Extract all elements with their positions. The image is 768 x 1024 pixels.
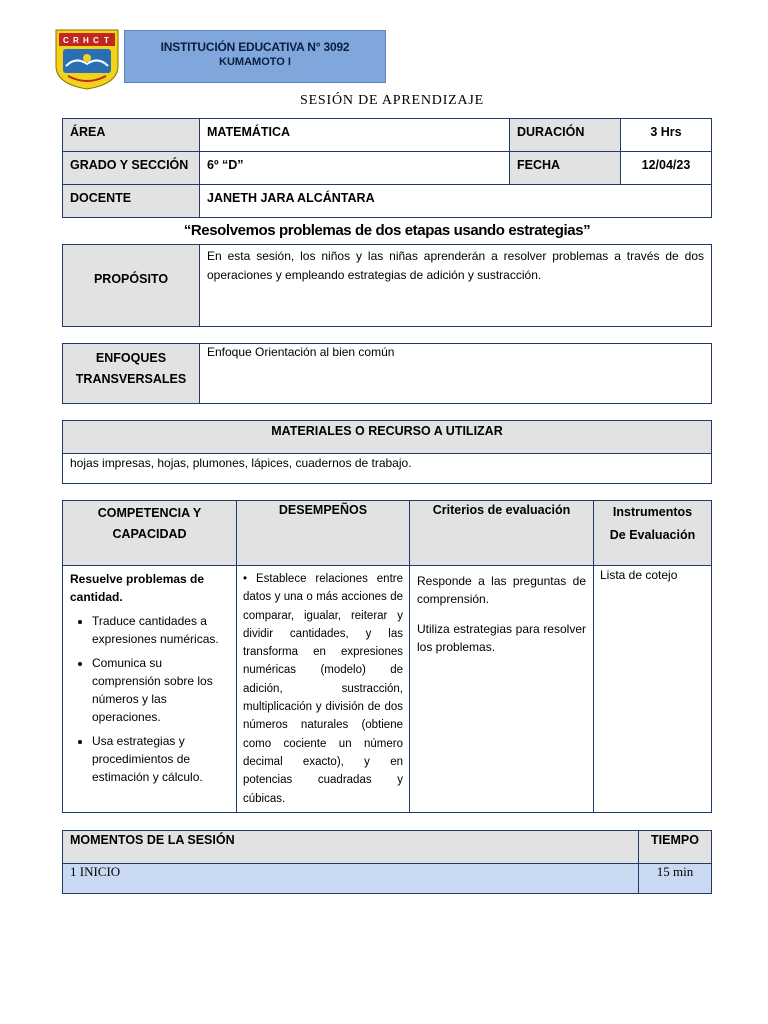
proposito-text: En esta sesión, los niños y las niñas aprenderán a resolver problemas a través de dos operaciones y empleando estrategias de adición y sustracción.	[199, 244, 712, 327]
logo-letter: C	[63, 36, 69, 45]
capacidad-item: • Traduce cantidades a expresiones numéricas.	[92, 612, 229, 648]
enfoques-text: Enfoque Orientación al bien común	[199, 343, 712, 404]
session-title: SESIÓN DE APRENDIZAJE	[299, 93, 485, 108]
school-banner	[124, 30, 386, 83]
proposito-label: PROPÓSITO	[62, 244, 200, 327]
docente-value: JANETH JARA ALCÁNTARA	[199, 184, 712, 218]
area-value: MATEMÁTICA	[199, 118, 510, 152]
desempeno-text: • Establece relaciones entre datos y una o más acciones de comparar, igualar, reiterar y dividir cantidades, y las transforma en expresiones numéricas (modelo) de adición, sustracción, multiplicación y división de dos números naturales (obtiene como cociente un número decimal exacto), y en potencias cuadradas y cúbicas.	[236, 565, 410, 813]
logo-letter: H	[83, 36, 89, 45]
fecha-label: FECHA	[509, 151, 621, 185]
logo-letter: T	[104, 36, 109, 45]
competencia-cell	[62, 565, 237, 813]
desempenos-header: DESEMPEÑOS	[236, 500, 410, 566]
criterio-item: Utiliza estrategias para resolver los problemas.	[417, 622, 586, 654]
criterios-cell	[409, 565, 594, 813]
competencia-header-line1: COMPETENCIA Y	[97, 506, 202, 520]
materiales-header: MATERIALES O RECURSO A UTILIZAR	[62, 420, 712, 454]
school-name: INSTITUCIÓN EDUCATIVA N° 3092	[160, 40, 350, 54]
instrumentos-header-line2: De Evaluación	[609, 528, 696, 542]
duracion-label: DURACIÓN	[509, 118, 621, 152]
tiempo-header: TIEMPO	[638, 830, 712, 864]
school-logo	[54, 28, 120, 90]
momentos-header: MOMENTOS DE LA SESIÓN	[62, 830, 639, 864]
capacidades-list	[70, 612, 229, 786]
enfoques-label-line2: TRANSVERSALES	[75, 372, 187, 386]
logo-letter: C	[93, 36, 99, 45]
school-subname: KUMAMOTO I	[219, 56, 291, 68]
enfoques-label	[62, 343, 200, 404]
criterios-header: Criterios de evaluación	[409, 500, 594, 566]
materiales-text: hojas impresas, hojas, plumones, lápices, cuadernos de trabajo.	[62, 453, 712, 484]
duracion-value: 3 Hrs	[620, 118, 712, 152]
competencia-header-line2: CAPACIDAD	[112, 527, 187, 541]
criterio-item: Responde a las preguntas de comprensión.	[417, 574, 586, 606]
capacidad-item: • Comunica su comprensión sobre los números y las operaciones.	[92, 654, 229, 726]
topic-title: “Resolvemos problemas de dos etapas usando estrategias”	[183, 222, 591, 239]
instrumentos-header-line1: Instrumentos	[612, 505, 693, 519]
area-label: ÁREA	[62, 118, 200, 152]
instrumentos-header	[593, 500, 712, 566]
grado-label: GRADO Y SECCIÓN	[62, 151, 200, 185]
docente-label: DOCENTE	[62, 184, 200, 218]
logo-letter: R	[73, 36, 79, 45]
instrumento-text: Lista de cotejo	[593, 565, 712, 813]
enfoques-label-line1: ENFOQUES	[95, 351, 167, 365]
competencia-title: Resuelve problemas de cantidad.	[70, 572, 205, 604]
grado-value: 6º “D”	[199, 151, 510, 185]
momento-inicio-time: 15 min	[638, 863, 712, 894]
fecha-value: 12/04/23	[620, 151, 712, 185]
capacidad-item: • Usa estrategias y procedimientos de estimación y cálculo.	[92, 732, 229, 786]
competencia-header	[62, 500, 237, 566]
momento-inicio: 1 INICIO	[62, 863, 639, 894]
